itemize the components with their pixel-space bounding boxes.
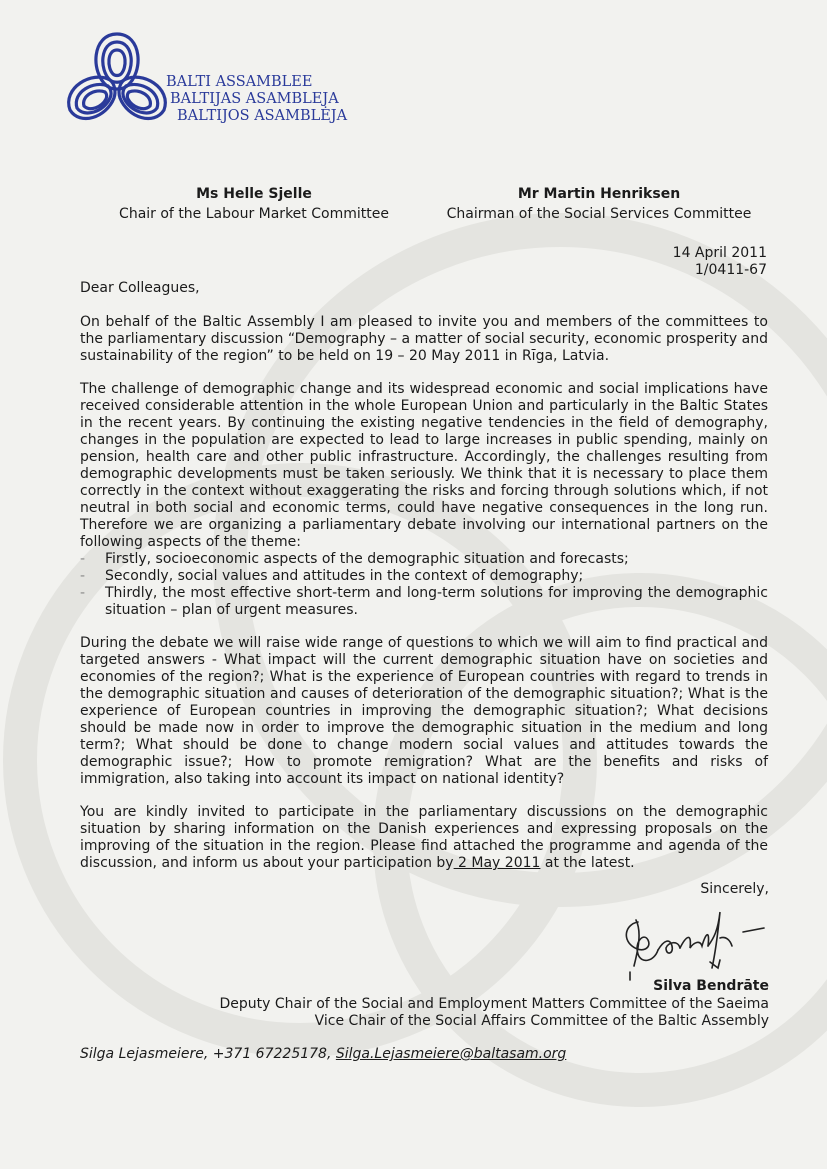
deadline-date: 2 May 2011: [453, 855, 541, 871]
list-item: - Firstly, socioeconomic aspects of the demographic situation and forecasts;: [80, 551, 629, 567]
recipient-2-title: Chairman of the Social Services Committee: [446, 206, 752, 222]
letter-date: 14 April 2011: [672, 245, 767, 261]
bullet-marker: -: [80, 551, 86, 567]
list-item: - Secondly, social values and attitudes in the context of demography;: [80, 568, 584, 584]
date-reference-block: [673, 245, 767, 279]
organization-name-latvian: BALTIJAS ASAMBLEJA: [170, 91, 339, 107]
paragraph-invitation: On behalf of the Baltic Assembly I am pleased to invite you and members of the committees to the parliamentary discussion “Demography – a matter of social security, economic prosperity and sustainability of the region” to be held on 19 – 20 May 2011 in Rīga, Latvia.: [80, 314, 768, 364]
paragraph-challenge: The challenge of demographic change and its widespread economic and social implications have received considerable attention in the whole European Union and particularly in the Baltic States in the recent years. By continuing the existing negative tendencies in the field of demography, changes in the population are expected to lead to large increases in public spending, mainly on pension, health care and other public infrastructure. Accordingly, the challenges resulting from demographic developments must be taken seriously. We think that it is necessary to place them correctly in the context without exaggerating the risks and forcing through solutions which, if not neutral in both social and economic terms, could have negative consequences in the long run. Therefore we are organizing a parliamentary debate involving our international partners on the following aspects of the theme:: [80, 381, 768, 550]
recipient-2: [443, 184, 755, 224]
organization-name-estonian: BALTI ASSAMBLEE: [166, 74, 313, 90]
salutation: Dear Colleagues,: [80, 280, 200, 296]
contact-email-link[interactable]: Silga.Lejasmeiere@baltasam.org: [335, 1046, 567, 1062]
paragraph-questions: During the debate we will raise wide range of questions to which we will aim to find practical and targeted answers - What impact will the current demographic situation have on societies and economies of the region?; What is the experience of European countries with regard to trends in the demographic situation and causes of deterioration of the demographic situation?; What is the experience of European countries in improving the demographic situation?; What decisions should be made now in order to improve the demographic situation in the medium and long term?; What should be done to change modern social values and attitudes towards the demographic issue?; How to promote remigration? What are the benefits and risks of immigration, also taking into account its impact on national identity?: [80, 635, 768, 787]
baltic-assembly-trefoil-icon: [62, 28, 172, 126]
contact-line: [80, 1046, 566, 1062]
aspects-list: [80, 551, 768, 619]
contact-person: Silga Lejasmeiere, +371 67225178,: [80, 1046, 336, 1062]
recipient-1-name: Ms Helle Sjelle: [196, 186, 312, 202]
recipient-1-title: Chair of the Labour Market Committee: [119, 206, 389, 222]
closing: Sincerely,: [700, 881, 769, 897]
reference-number: 1/0411-67: [694, 262, 767, 278]
signer-roles: [220, 996, 769, 1030]
handwritten-signature: [608, 902, 788, 982]
organization-name: [160, 74, 347, 125]
paragraph-call-to-participate: You are kindly invited to participate in the parliamentary discussions on the demographic situation by sharing information on the Danish experiences and expressing proposals on the improving of the situation in the region. Please find attached the programme and agenda of the discussion, and inform us about your participation by 2 May 2011 at the latest.: [80, 804, 768, 871]
list-item: - Thirdly, the most effective short-term and long-term solutions for improving the demographic situation – plan of urgent measures.: [80, 585, 768, 618]
organization-name-lithuanian: BALTIJOS ASAMBLĖJA: [177, 108, 348, 124]
signer-role-1: Deputy Chair of the Social and Employment Matters Committee of the Saeima: [219, 996, 769, 1012]
recipient-2-name: Mr Martin Henriksen: [517, 186, 681, 202]
signer-name: Silva Bendrāte: [653, 978, 769, 994]
bullet-marker: -: [80, 585, 86, 601]
recipient-1: [104, 184, 404, 224]
signer-role-2: Vice Chair of the Social Affairs Committee of the Baltic Assembly: [314, 1013, 769, 1029]
letter-body: [80, 280, 768, 888]
bullet-marker: -: [80, 568, 86, 584]
